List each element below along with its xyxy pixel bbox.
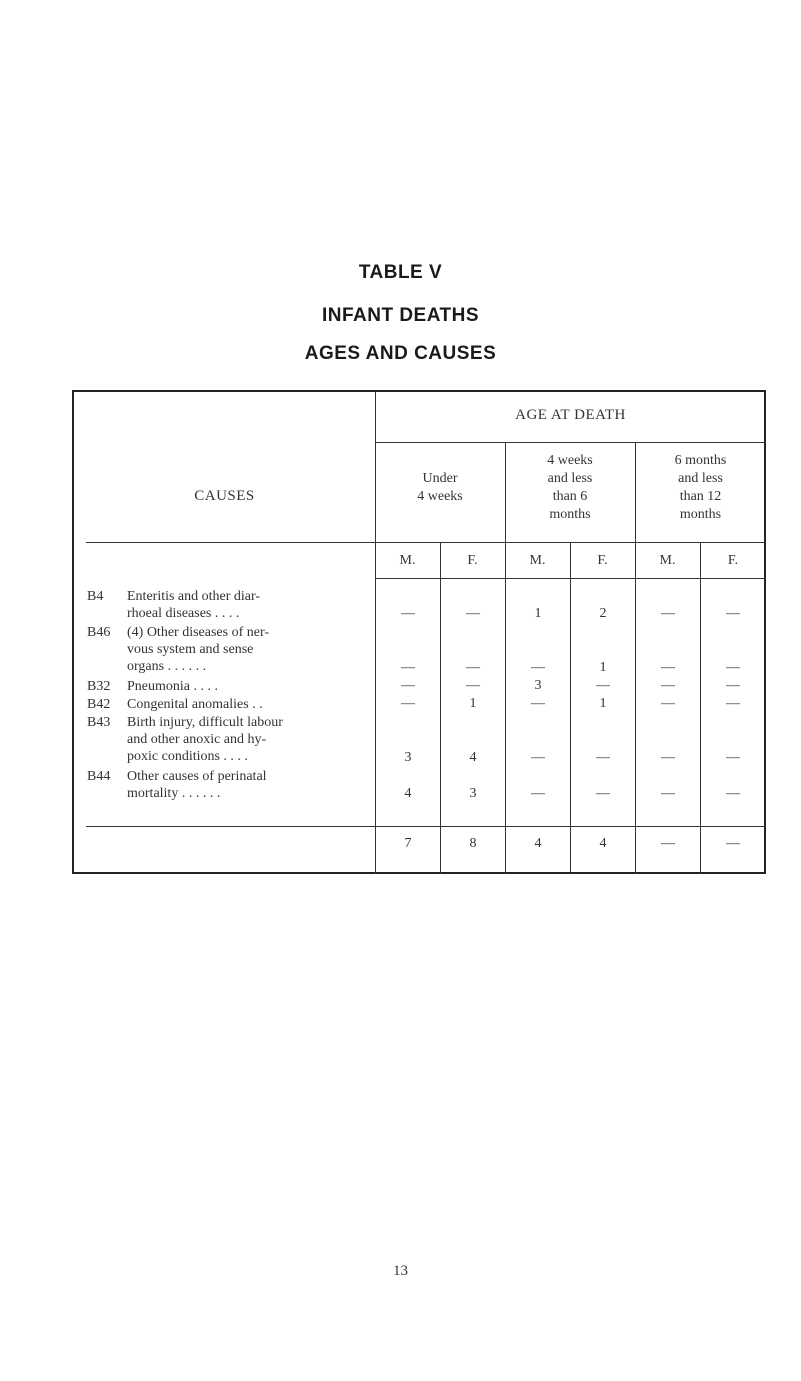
- table-cell: —: [401, 660, 415, 675]
- table-cell: —: [726, 750, 740, 765]
- table-cell: —: [726, 696, 740, 711]
- table-cell: 3: [534, 678, 542, 693]
- table-cell: —: [661, 606, 675, 621]
- table-cell: —: [401, 606, 415, 621]
- sex-label: F.: [727, 553, 739, 568]
- table-cell: —: [531, 660, 545, 675]
- age-group-header: Under 4 weeks: [417, 471, 463, 504]
- causes-header: CAUSES: [194, 488, 255, 504]
- table-title: INFANT DEATHS: [321, 305, 480, 326]
- table-cell: 1: [599, 696, 607, 711]
- table-number: TABLE V: [358, 262, 443, 283]
- table-cell: —: [661, 678, 675, 693]
- total-value: 4: [599, 836, 607, 851]
- table-cell: —: [596, 750, 610, 765]
- table-cell: 1: [469, 696, 477, 711]
- sex-label: M.: [659, 553, 676, 568]
- infant-deaths-table: AGE AT DEATH CAUSES Under 4 weeks 4 weeks and less than 6 months 6 months and less than 12 months M. F. M. F. M. F. B4 Enteritis and other diar- rhoeal diseases . . . . B46 (4) Other diseases of ner- vous system and sense organs . . . . . . B32 Pneumonia . . . . B42 Congenital anomalies . . B43 Birth injury, difficult labour and other anoxic and hy- poxic conditions . . . . B44 Other causes of perinatal mortality . . . . . . — — 1 2 — — — — — 1 — — — — 3 — — — — 1 — 1 — — 3 4 — — — — 4 3 — — — — 7 8 4 4 — —: [72, 390, 766, 874]
- total-value: —: [726, 836, 740, 851]
- table-cell: —: [661, 660, 675, 675]
- table-cell: —: [466, 660, 480, 675]
- sex-label: M.: [529, 553, 546, 568]
- sex-label: F.: [467, 553, 478, 568]
- table-subtitle: AGES AND CAUSES: [304, 343, 497, 364]
- table-cell: 1: [599, 660, 607, 675]
- table-cell: —: [661, 696, 675, 711]
- table-cell: 3: [469, 786, 477, 801]
- table-cell: —: [596, 678, 610, 693]
- age-group-header: 6 months and less than 12 months: [674, 453, 727, 522]
- table-cell: —: [726, 678, 740, 693]
- table-cell: —: [466, 606, 480, 621]
- table-cell: —: [726, 606, 740, 621]
- page-number: 13: [393, 1263, 408, 1279]
- table-cell: —: [726, 786, 740, 801]
- total-value: 7: [404, 836, 412, 851]
- sex-label: M.: [399, 553, 416, 568]
- table-cell: 4: [469, 750, 477, 765]
- age-group-header: 4 weeks and less than 6 months: [547, 453, 593, 522]
- table-cell: —: [726, 660, 740, 675]
- table-cell: —: [466, 678, 480, 693]
- sex-label: F.: [597, 553, 608, 568]
- table-cell: 3: [404, 750, 412, 765]
- table-cell: —: [531, 750, 545, 765]
- age-at-death-header: AGE AT DEATH: [515, 407, 626, 423]
- table-cell: 1: [534, 606, 542, 621]
- table-cell: 2: [599, 606, 607, 621]
- table-cell: —: [531, 786, 545, 801]
- table-cell: —: [661, 786, 675, 801]
- table-cell: —: [661, 750, 675, 765]
- table-cell: —: [531, 696, 545, 711]
- total-value: 8: [469, 836, 477, 851]
- total-value: 4: [534, 836, 542, 851]
- table-cell: 4: [404, 786, 412, 801]
- table-cell: —: [401, 678, 415, 693]
- table-cell: —: [596, 786, 610, 801]
- table-cell: —: [401, 696, 415, 711]
- total-value: —: [661, 836, 675, 851]
